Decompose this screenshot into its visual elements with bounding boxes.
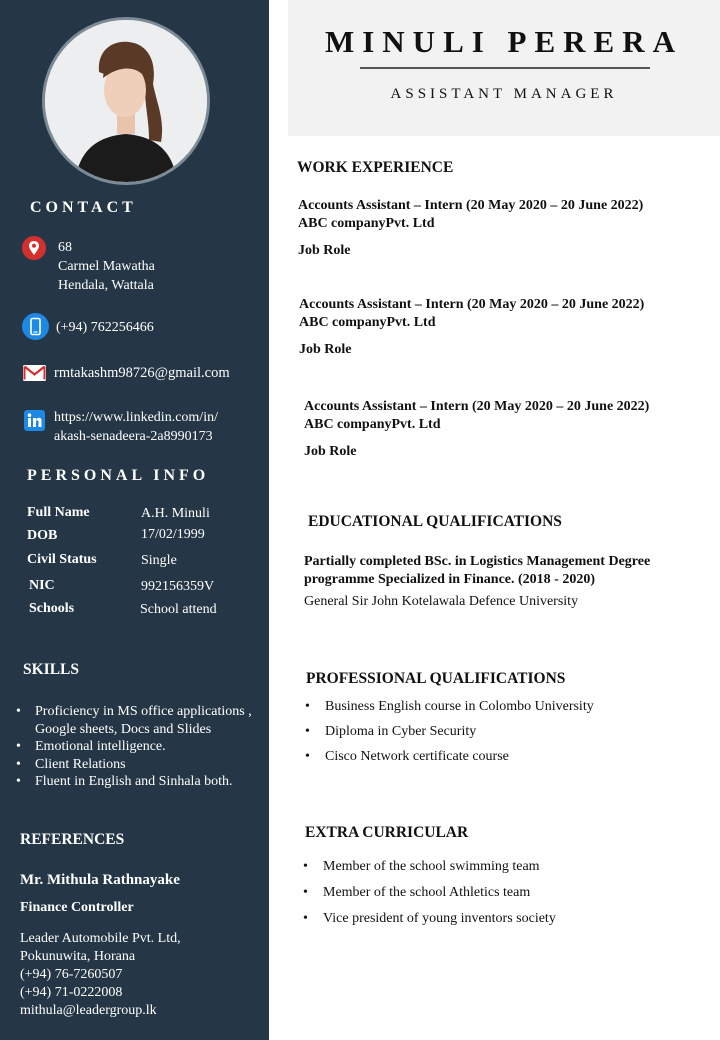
work-title: Accounts Assistant – Intern (20 May 2020 – 20 June 2022): [299, 297, 645, 312]
reference-line: Pokunuwita, Horana: [20, 949, 136, 964]
dob-value: 17/02/1999: [141, 527, 205, 542]
personal-info-heading: PERSONAL INFO: [27, 467, 210, 484]
civil-status-value: Single: [141, 553, 177, 568]
degree-line: programme Specialized in Finance. (2018 - 2020): [304, 572, 595, 587]
work-role-label: Job Role: [298, 243, 351, 258]
skills-heading: SKILLS: [23, 661, 80, 678]
degree-line: Partially completed BSc. in Logistics Management Degree: [304, 554, 651, 569]
institution: General Sir John Kotelawala Defence University: [304, 594, 579, 609]
profile-photo: [42, 17, 210, 185]
job-title: ASSISTANT MANAGER: [390, 86, 618, 102]
name-divider: [360, 67, 650, 69]
work-role-label: Job Role: [299, 342, 352, 357]
dob-label: DOB: [27, 528, 58, 543]
candidate-name: MINULI PERERA: [324, 24, 684, 59]
linkedin-line: akash-senadeera-2a8990173: [54, 429, 213, 444]
skill-item: • Client Relations: [16, 756, 266, 774]
professional-item: • Diploma in Cyber Security: [305, 724, 594, 740]
work-title: Accounts Assistant – Intern (20 May 2020 – 20 June 2022): [298, 198, 644, 213]
linkedin-line: https://www.linkedin.com/in/: [54, 410, 218, 425]
skills-list: [16, 703, 266, 791]
reference-line: Leader Automobile Pvt. Ltd,: [20, 931, 181, 946]
civil-status-label: Civil Status: [27, 552, 97, 567]
reference-line: (+94) 71-0222008: [20, 985, 123, 1000]
extra-curricular-heading: EXTRA CURRICULAR: [305, 824, 469, 841]
reference-role: Finance Controller: [20, 900, 134, 915]
skill-item: • Fluent in English and Sinhala both.: [16, 773, 266, 791]
work-company: ABC companyPvt. Ltd: [304, 417, 441, 432]
phone-icon: [22, 313, 49, 340]
professional-heading: PROFESSIONAL QUALIFICATIONS: [306, 670, 566, 687]
extra-item: • Vice president of young inventors society: [303, 911, 556, 927]
email-icon: [23, 365, 46, 381]
address-line: 68: [58, 240, 72, 255]
full-name-value: A.H. Minuli: [141, 506, 210, 521]
schools-value: School attend: [140, 602, 217, 617]
extra-curricular-list: [303, 859, 556, 927]
full-name-label: Full Name: [27, 505, 90, 520]
degree: [304, 553, 650, 589]
extra-item: • Member of the school Athletics team: [303, 885, 556, 901]
references-heading: REFERENCES: [20, 831, 125, 848]
work-entry: [304, 398, 649, 461]
work-role-label: Job Role: [304, 444, 357, 459]
work-experience-heading: WORK EXPERIENCE: [297, 159, 454, 176]
skill-item: • Proficiency in MS office applications , Google sheets, Docs and Slides: [16, 703, 266, 738]
email-link[interactable]: rmtakashm98726@gmail.com: [54, 365, 230, 381]
linkedin-link[interactable]: [54, 408, 218, 446]
reference-details: [20, 930, 181, 1020]
nic-label: NIC: [29, 578, 55, 593]
reference-line: (+94) 76-7260507: [20, 967, 123, 982]
reference-name: Mr. Mithula Rathnayake: [20, 872, 180, 888]
phone-number[interactable]: (+94) 762256466: [56, 320, 154, 335]
extra-item: • Member of the school swimming team: [303, 859, 556, 875]
schools-label: Schools: [29, 601, 75, 616]
reference-line[interactable]: mithula@leadergroup.lk: [20, 1003, 157, 1018]
address-line: Carmel Mawatha: [58, 259, 155, 274]
work-company: ABC companyPvt. Ltd: [299, 315, 436, 330]
work-title: Accounts Assistant – Intern (20 May 2020 – 20 June 2022): [304, 399, 650, 414]
work-entry: [298, 197, 643, 260]
professional-item: • Business English course in Colombo University: [305, 699, 594, 715]
nic-value: 992156359V: [141, 579, 215, 594]
address-line: Hendala, Wattala: [58, 278, 154, 293]
contact-heading: CONTACT: [30, 199, 137, 216]
professional-list: [305, 699, 594, 765]
work-company: ABC companyPvt. Ltd: [298, 216, 435, 231]
sidebar: [0, 0, 269, 1040]
address: [58, 238, 155, 295]
location-pin-icon: [22, 236, 46, 260]
work-entry: [299, 296, 644, 359]
professional-item: • Cisco Network certificate course: [305, 749, 594, 765]
linkedin-icon: [24, 410, 45, 431]
skill-item: • Emotional intelligence.: [16, 738, 266, 756]
education-heading: EDUCATIONAL QUALIFICATIONS: [308, 513, 562, 530]
